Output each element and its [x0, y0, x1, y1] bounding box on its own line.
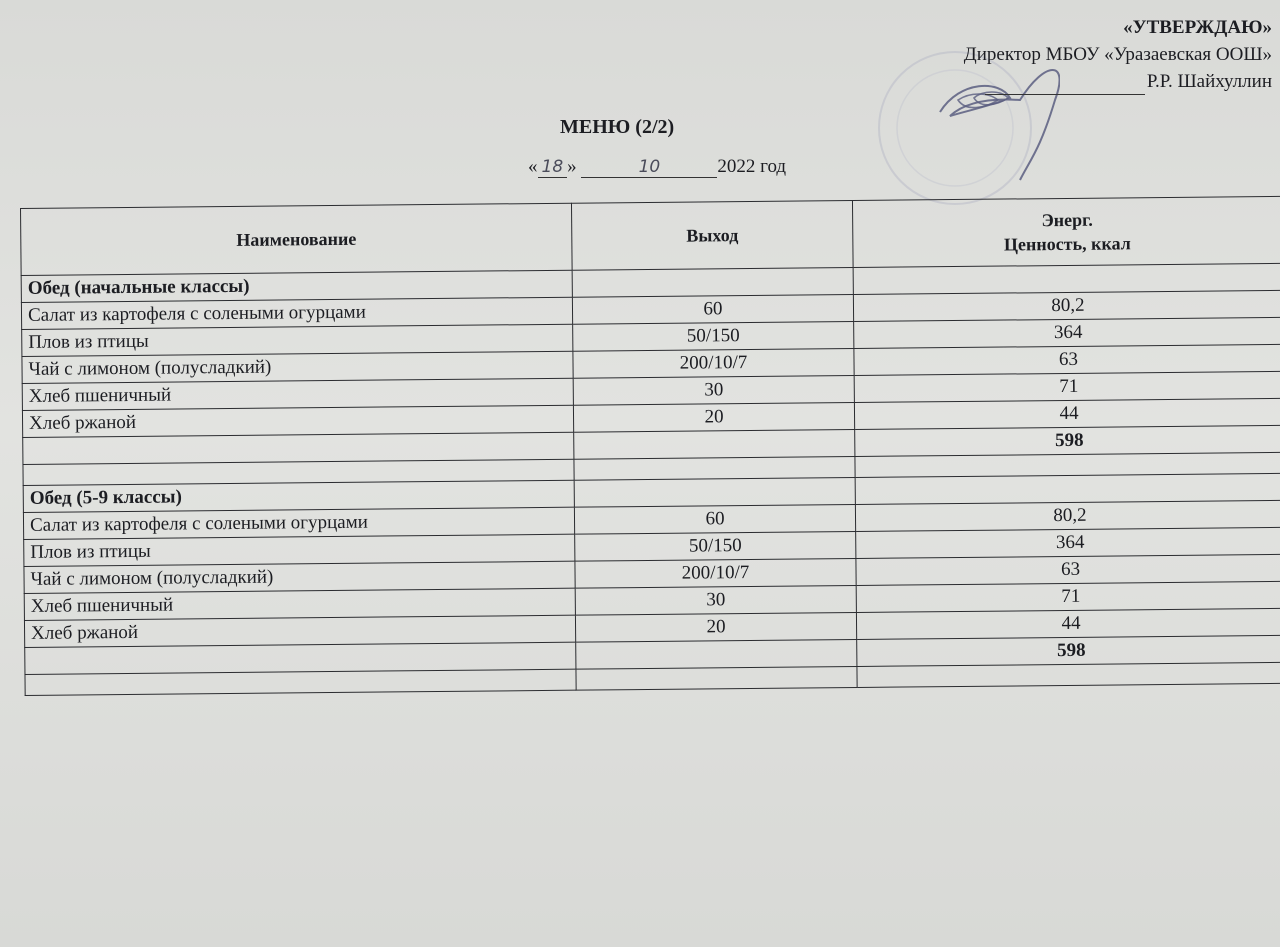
dish-output: 20 [575, 612, 856, 642]
date-close-quote: » [567, 156, 577, 177]
dish-name: Чай с лимоном (полусладкий) [22, 351, 573, 383]
dish-name: Хлеб ржаной [24, 615, 575, 647]
dish-output: 20 [573, 402, 854, 432]
empty-cell [574, 477, 855, 507]
signature-underline [985, 76, 1145, 95]
dish-output: 30 [575, 585, 856, 615]
empty-cell [576, 666, 857, 690]
section-title: Обед (начальные классы) [21, 270, 572, 302]
dish-name: Хлеб пшеничный [22, 378, 573, 410]
empty-cell [855, 473, 1280, 504]
empty-cell [576, 639, 857, 669]
approval-position: Директор МБОУ «Уразаевская ООШ» [963, 44, 1272, 65]
dish-output: 50/150 [575, 531, 856, 561]
column-header-output: Выход [571, 201, 853, 271]
date-line [528, 156, 786, 178]
dish-output: 30 [573, 376, 854, 406]
dish-energy: 44 [856, 608, 1280, 639]
empty-cell [572, 268, 853, 298]
dish-name: Хлеб пшеничный [24, 588, 575, 620]
empty-cell [25, 669, 576, 695]
dish-energy: 44 [854, 398, 1280, 429]
column-header-energy-line1: Энерг. [1041, 209, 1093, 231]
menu-table [20, 196, 1280, 696]
date-day: 18 [538, 157, 568, 178]
approval-name: Р.Р. Шайхуллин [1146, 71, 1272, 92]
section-total: 598 [855, 425, 1280, 456]
dish-output: 60 [572, 295, 853, 325]
dish-energy: 71 [854, 371, 1280, 402]
empty-cell [574, 429, 855, 459]
dish-output: 50/150 [573, 322, 854, 352]
section-total: 598 [857, 635, 1280, 666]
dish-energy: 364 [856, 527, 1280, 558]
date-year: 2022 год [717, 156, 787, 177]
empty-cell [574, 456, 855, 480]
dish-energy: 71 [856, 581, 1280, 612]
dish-output: 200/10/7 [573, 349, 854, 379]
column-header-energy-line2: Ценность, ккал [1003, 233, 1131, 255]
dish-output: 200/10/7 [575, 558, 856, 588]
approval-title: «УТВЕРЖДАЮ» [1123, 17, 1272, 38]
dish-output: 60 [574, 504, 855, 534]
dish-name: Салат из картофеля с солеными огурцами [21, 297, 572, 329]
dish-energy: 63 [856, 554, 1280, 585]
dish-name: Чай с лимоном (полусладкий) [24, 561, 575, 593]
date-open-quote: « [528, 156, 538, 177]
page-title: МЕНЮ (2/2) [560, 116, 675, 138]
section-title: Обед (5-9 классы) [23, 480, 574, 512]
column-header-name: Наименование [21, 203, 573, 275]
empty-cell [853, 263, 1280, 294]
date-month: 10 [581, 157, 717, 178]
table-header-row [21, 196, 1280, 275]
dish-energy: 80,2 [855, 500, 1280, 531]
approval-signature-line [852, 68, 1272, 95]
dish-name: Плов из птицы [24, 534, 575, 566]
empty-cell [857, 662, 1280, 687]
approval-block [852, 14, 1272, 95]
dish-energy: 80,2 [853, 290, 1280, 321]
dish-name: Салат из картофеля с солеными огурцами [23, 507, 574, 539]
dish-energy: 364 [854, 317, 1280, 348]
dish-name: Плов из птицы [22, 324, 573, 356]
column-header-energy [852, 196, 1280, 267]
dish-energy: 63 [854, 344, 1280, 375]
dish-name: Хлеб ржаной [22, 405, 573, 437]
